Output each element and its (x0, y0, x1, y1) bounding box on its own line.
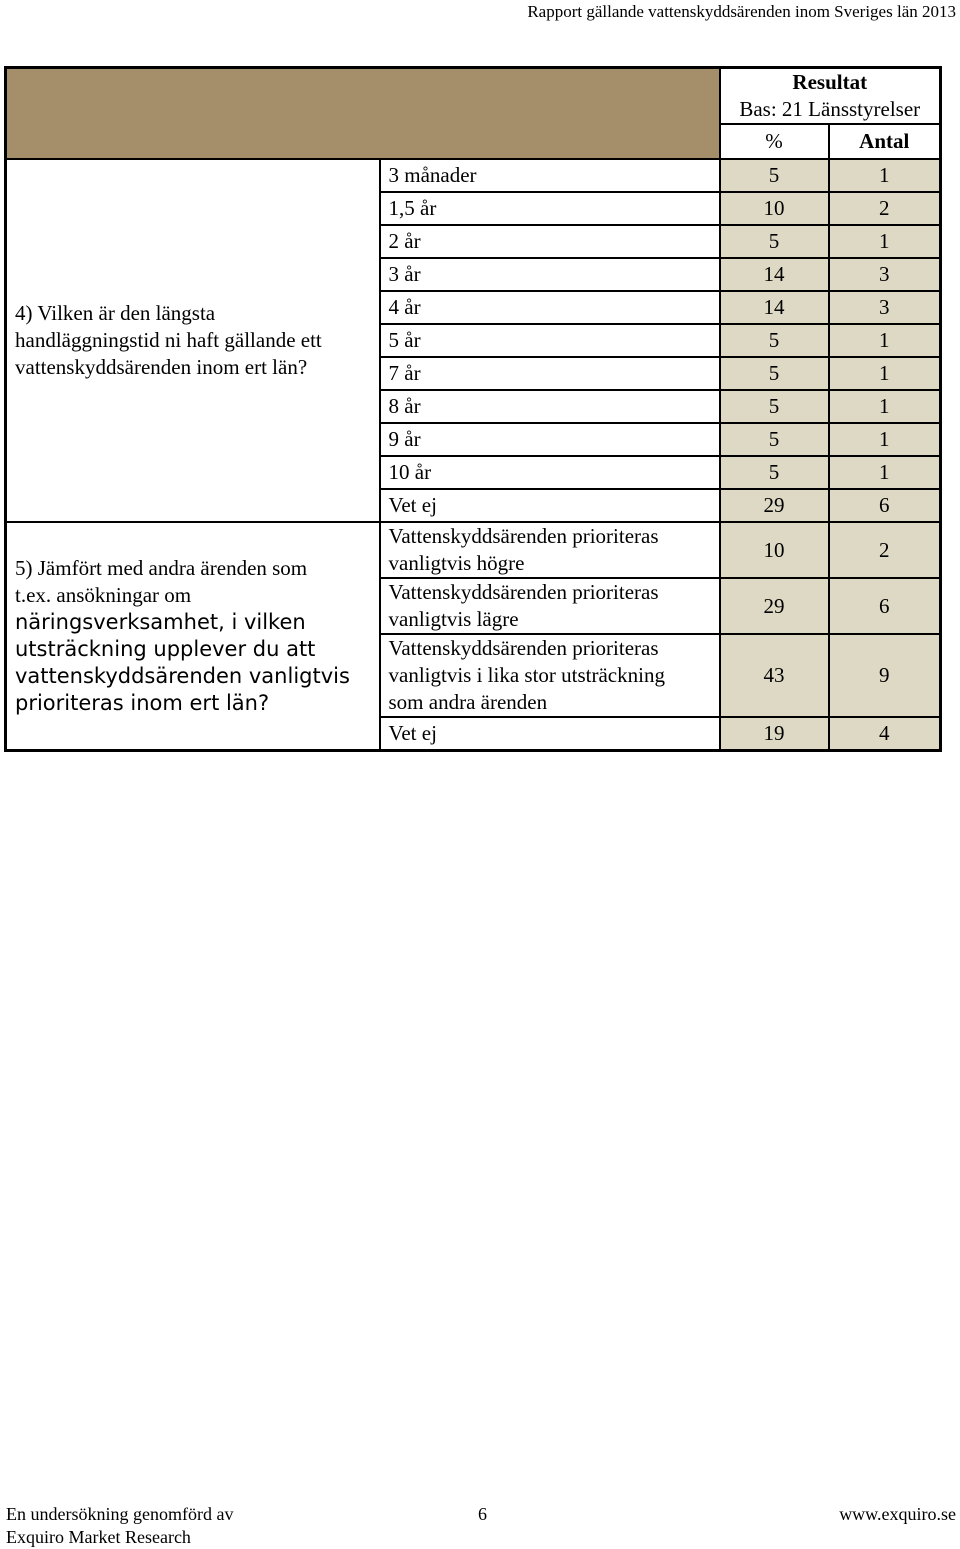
answer-percent: 43 (720, 634, 829, 717)
result-title: Resultat (792, 70, 868, 94)
question-4 (6, 159, 380, 522)
question-5 (6, 522, 380, 751)
answer-label: 9 år (380, 423, 720, 456)
answer-count: 3 (829, 291, 941, 324)
answer-label: 4 år (380, 291, 720, 324)
answer-label: Vet ej (380, 489, 720, 522)
result-base: Bas: 21 Länsstyrelser (739, 97, 921, 121)
answer-percent: 10 (720, 192, 829, 225)
answer-label (380, 578, 720, 634)
answer-percent: 14 (720, 291, 829, 324)
answer-percent: 5 (720, 225, 829, 258)
answer-label-line: Vattenskyddsärenden prioriteras (388, 580, 659, 604)
header-blank-cell (6, 68, 720, 160)
answer-percent: 5 (720, 159, 829, 192)
question-5-line: 5) Jämfört med andra ärenden som (15, 556, 308, 580)
answer-label: 5 år (380, 324, 720, 357)
answer-label: 8 år (380, 390, 720, 423)
result-header (720, 68, 941, 125)
answer-percent: 5 (720, 423, 829, 456)
answer-percent: 5 (720, 390, 829, 423)
answer-percent: 5 (720, 456, 829, 489)
answer-count: 3 (829, 258, 941, 291)
answer-label: 2 år (380, 225, 720, 258)
answer-label-line: vanligtvis högre (388, 551, 525, 575)
answer-count: 6 (829, 578, 941, 634)
answer-label-line: Vattenskyddsärenden prioriteras (388, 636, 659, 660)
results-table (4, 66, 942, 752)
answer-label: 1,5 år (380, 192, 720, 225)
answer-percent: 5 (720, 324, 829, 357)
question-4-line: vattenskyddsärenden inom ert län? (15, 355, 308, 379)
answer-percent: 14 (720, 258, 829, 291)
column-header-percent: % (720, 124, 829, 159)
page-header: Rapport gällande vattenskyddsärenden inom Sveriges län 2013 (527, 2, 956, 21)
answer-label-line: vanligtvis lägre (388, 607, 519, 631)
footer-company: Exquiro Market Research (6, 1527, 191, 1547)
answer-label: 3 år (380, 258, 720, 291)
answer-count: 6 (829, 489, 941, 522)
answer-count: 1 (829, 423, 941, 456)
answer-count: 4 (829, 717, 941, 751)
answer-label: 3 månader (380, 159, 720, 192)
question-5-line: t.ex. ansökningar om (15, 583, 192, 607)
answer-label (380, 717, 720, 751)
answer-count: 1 (829, 390, 941, 423)
answer-count: 2 (829, 192, 941, 225)
answer-count: 1 (829, 456, 941, 489)
answer-percent: 29 (720, 489, 829, 522)
answer-label (380, 634, 720, 717)
answer-label-line: Vet ej (388, 721, 437, 745)
answer-count: 2 (829, 522, 941, 578)
question-4-line: 4) Vilken är den längsta (15, 301, 216, 325)
table-row (6, 522, 941, 578)
answer-label (380, 522, 720, 578)
answer-percent: 29 (720, 578, 829, 634)
answer-label-line: som andra ärenden (388, 690, 548, 714)
answer-count: 1 (829, 357, 941, 390)
answer-count: 9 (829, 634, 941, 717)
table-header-row (6, 68, 941, 125)
answer-label-line: vanligtvis i lika stor utsträckning (388, 663, 665, 687)
answer-count: 1 (829, 225, 941, 258)
footer-credit (6, 1503, 233, 1549)
column-header-count: Antal (829, 124, 941, 159)
question-5-line: näringsverksamhet, i vilken (15, 610, 306, 634)
table-row (6, 159, 941, 192)
answer-label: 7 år (380, 357, 720, 390)
answer-percent: 10 (720, 522, 829, 578)
question-4-line: handläggningstid ni haft gällande ett (15, 328, 322, 352)
answer-label-line: Vattenskyddsärenden prioriteras (388, 524, 659, 548)
question-5-line: utsträckning upplever du att (15, 637, 316, 661)
answer-percent: 5 (720, 357, 829, 390)
footer-credit-line: En undersökning genomförd av (6, 1504, 234, 1524)
question-5-line: vattenskyddsärenden vanligtvis (15, 664, 350, 688)
page-number: 6 (478, 1504, 487, 1524)
answer-count: 1 (829, 159, 941, 192)
answer-count: 1 (829, 324, 941, 357)
answer-label: 10 år (380, 456, 720, 489)
answer-percent: 19 (720, 717, 829, 751)
footer-website-link[interactable]: www.exquiro.se (839, 1504, 956, 1524)
question-5-line: prioriteras inom ert län? (15, 691, 270, 715)
